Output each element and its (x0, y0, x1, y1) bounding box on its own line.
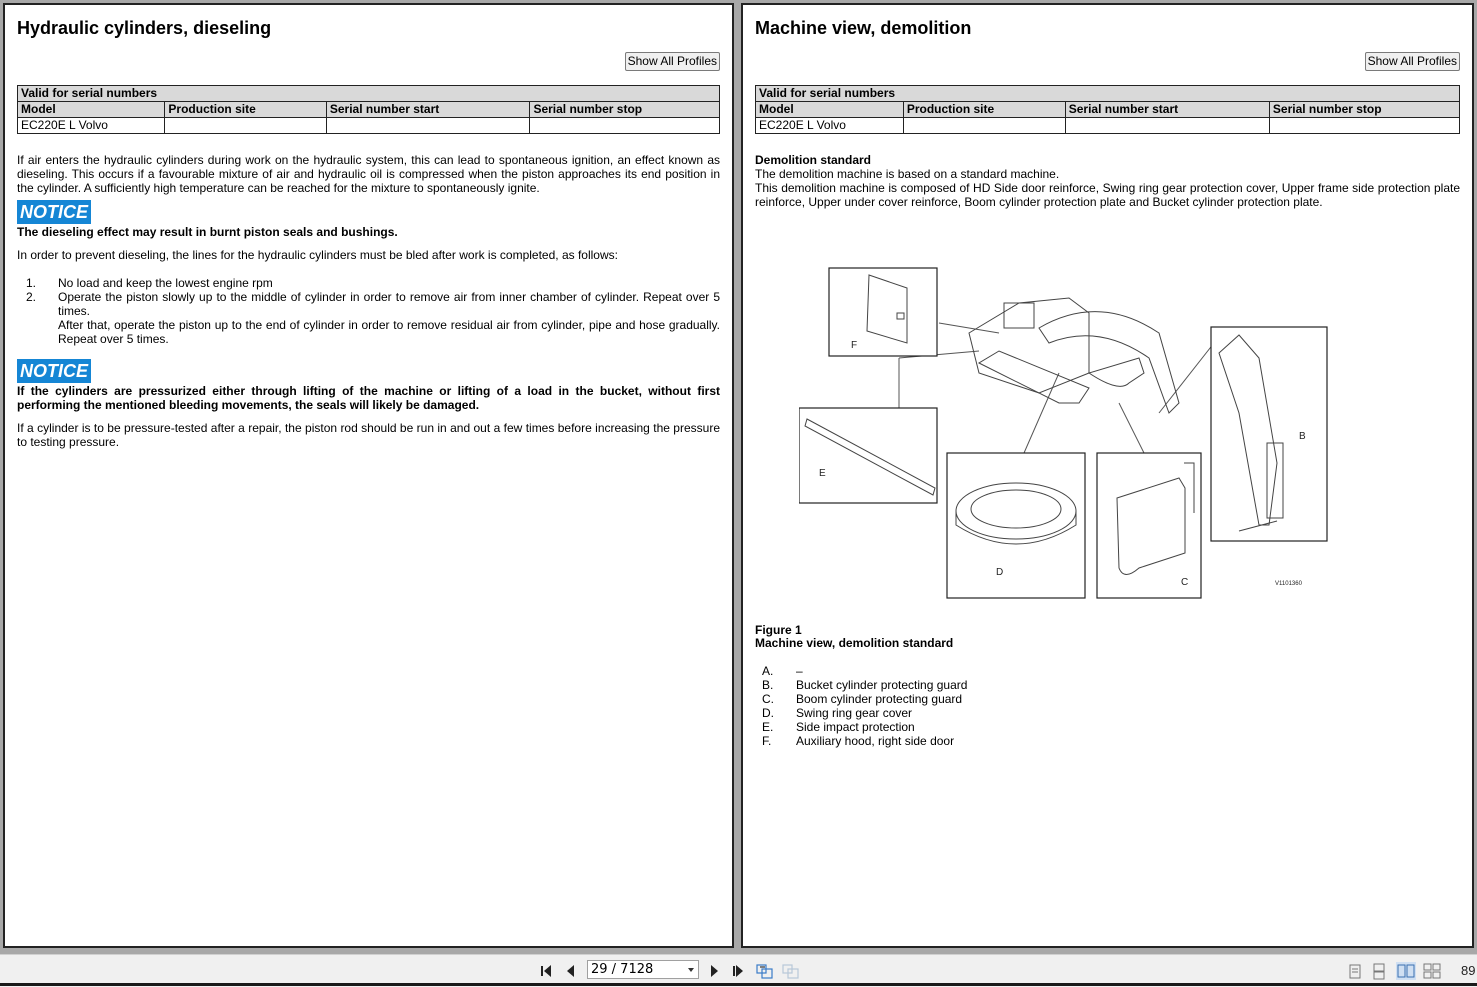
step-text: Operate the piston slowly up to the middle of cylinder in order to remove air from inner chamber of cylinder. Repeat over 5 times. (58, 290, 720, 318)
next-page-button[interactable] (706, 963, 724, 979)
chevron-down-icon (688, 968, 694, 972)
table-caption: Valid for serial numbers (756, 86, 1460, 102)
next-view-button[interactable] (782, 963, 800, 979)
table-cell (903, 118, 1065, 134)
legend-letter: C. (762, 692, 774, 706)
column-header: Serial number stop (1269, 102, 1459, 118)
figure-image-id: V1101360 (1275, 581, 1302, 587)
step-number: 1. (26, 276, 37, 290)
callout-box-f (829, 268, 937, 356)
pressure-test-paragraph: If a cylinder is to be pressure-tested after a repair, the piston rod should be run in and out a few times before increasing the pressure to testing pressure. (17, 421, 720, 449)
serial-numbers-table (755, 85, 1460, 134)
continuous-facing-view-button[interactable] (1422, 962, 1442, 980)
two-page-view-icon (1396, 962, 1416, 980)
page-title: Hydraulic cylinders, dieseling (17, 18, 272, 38)
legend-letter: D. (762, 706, 774, 720)
legend-letter: F. (762, 734, 772, 748)
notice-text: If the cylinders are pressurized either through lifting of the machine or lifting of a load in the bucket, without first performing the mentioned bleeding movements, the seals will likely be damaged. (17, 384, 720, 412)
figure-caption: Machine view, demolition standard (755, 636, 954, 650)
table-row (18, 118, 720, 134)
legend-item (755, 734, 1460, 748)
page-number-select[interactable] (587, 960, 699, 979)
callout-label-f: F (851, 340, 858, 351)
previous-page-button[interactable] (562, 963, 580, 979)
legend-text: Bucket cylinder protecting guard (796, 678, 968, 692)
legend-letter: A. (762, 664, 774, 678)
callout-box-e (799, 408, 937, 503)
legend-text: Side impact protection (796, 720, 915, 734)
zoom-level[interactable]: 89 (1461, 963, 1476, 978)
table-cell (530, 118, 720, 134)
column-header: Serial number stop (530, 102, 720, 118)
show-all-profiles-button[interactable]: Show All Profiles (625, 52, 720, 71)
legend-letter: E. (762, 720, 774, 734)
table-cell: EC220E L Volvo (756, 118, 904, 134)
step-text: No load and keep the lowest engine rpm (58, 276, 273, 290)
description-line: The demolition machine is based on a standard machine. (755, 167, 1060, 181)
excavator-diagram (799, 263, 1339, 603)
last-page-button[interactable] (730, 963, 748, 979)
intro-paragraph: If air enters the hydraulic cylinders during work on the hydraulic system, this can lead to spontaneous ignition, an effect known as dieseling. This occurs if a favourable mixture of air and hydraulic oil is compressed when the piston approaches its end position in the cylinder. A sufficiently high temperature can be reached for the mixture to spontaneously ignite. (17, 153, 720, 195)
table-cell: EC220E L Volvo (18, 118, 165, 134)
next-view-icon (782, 963, 800, 979)
left-page (3, 3, 734, 948)
callout-label-e: E (819, 468, 826, 479)
legend-item (755, 664, 1460, 678)
continuous-view-icon (1369, 962, 1389, 980)
column-header: Model (18, 102, 165, 118)
legend-text: Swing ring gear cover (796, 706, 913, 720)
table-cell (1065, 118, 1269, 134)
column-header: Production site (165, 102, 326, 118)
continuous-facing-view-icon (1422, 962, 1442, 980)
column-header: Serial number start (1065, 102, 1269, 118)
table-row (756, 118, 1460, 134)
page-indicator: 29 / 7128 (591, 962, 654, 977)
legend-letter: B. (762, 678, 774, 692)
single-page-view-button[interactable] (1345, 962, 1365, 980)
notice-badge: NOTICE (17, 359, 91, 383)
callout-label-d: D (996, 567, 1004, 578)
continuous-view-button[interactable] (1369, 962, 1389, 980)
figure-legend (755, 664, 1460, 748)
list-item (17, 276, 720, 290)
legend-text: Boom cylinder protecting guard (796, 692, 963, 706)
two-page-view-button[interactable] (1396, 962, 1416, 980)
description-paragraph: This demolition machine is composed of HD Side door reinforce, Swing ring gear protection cover, Upper frame side protection plate reinforce, Upper under cover reinforce, Boom cylinder protection plate and Bucket cylinder protection plate. (755, 181, 1460, 209)
page-title: Machine view, demolition (755, 18, 972, 38)
bleeding-steps-list (17, 276, 720, 346)
callout-label-b: B (1299, 431, 1306, 442)
next-page-icon (706, 963, 724, 979)
column-header: Model (756, 102, 904, 118)
section-heading: Demolition standard (755, 153, 872, 167)
list-item (17, 290, 720, 346)
previous-view-button[interactable] (756, 963, 774, 979)
step-text: After that, operate the piston up to the end of cylinder in order to remove residual air from cylinder, pipe and hose gradually. Repeat over 5 times. (58, 318, 720, 346)
figure-number: Figure 1 (755, 623, 802, 637)
legend-text: Auxiliary hood, right side door (796, 734, 955, 748)
legend-item (755, 706, 1460, 720)
first-page-icon (538, 963, 556, 979)
callout-box-b (1211, 327, 1327, 541)
notice-badge: NOTICE (17, 200, 91, 224)
table-cell (1269, 118, 1459, 134)
legend-item (755, 720, 1460, 734)
notice-text: The dieseling effect may result in burnt piston seals and bushings. (17, 225, 398, 239)
show-all-profiles-button[interactable]: Show All Profiles (1365, 52, 1460, 71)
last-page-icon (730, 963, 748, 979)
column-header: Production site (903, 102, 1065, 118)
table-cell (165, 118, 326, 134)
table-cell (326, 118, 530, 134)
legend-text: – (796, 664, 803, 678)
previous-view-icon (756, 963, 774, 979)
table-caption: Valid for serial numbers (18, 86, 720, 102)
step-number: 2. (26, 290, 37, 304)
prevent-paragraph: In order to prevent dieseling, the lines for the hydraulic cylinders must be bled after work is completed, as follows: (17, 248, 618, 262)
callout-box-d (947, 453, 1085, 598)
legend-item (755, 678, 1460, 692)
legend-item (755, 692, 1460, 706)
callout-label-c: C (1181, 577, 1189, 588)
column-header: Serial number start (326, 102, 530, 118)
first-page-button[interactable] (538, 963, 556, 979)
machine-figure (799, 263, 1339, 603)
right-page (741, 3, 1474, 948)
previous-page-icon (562, 963, 580, 979)
serial-numbers-table (17, 85, 720, 134)
single-page-view-icon (1345, 962, 1365, 980)
